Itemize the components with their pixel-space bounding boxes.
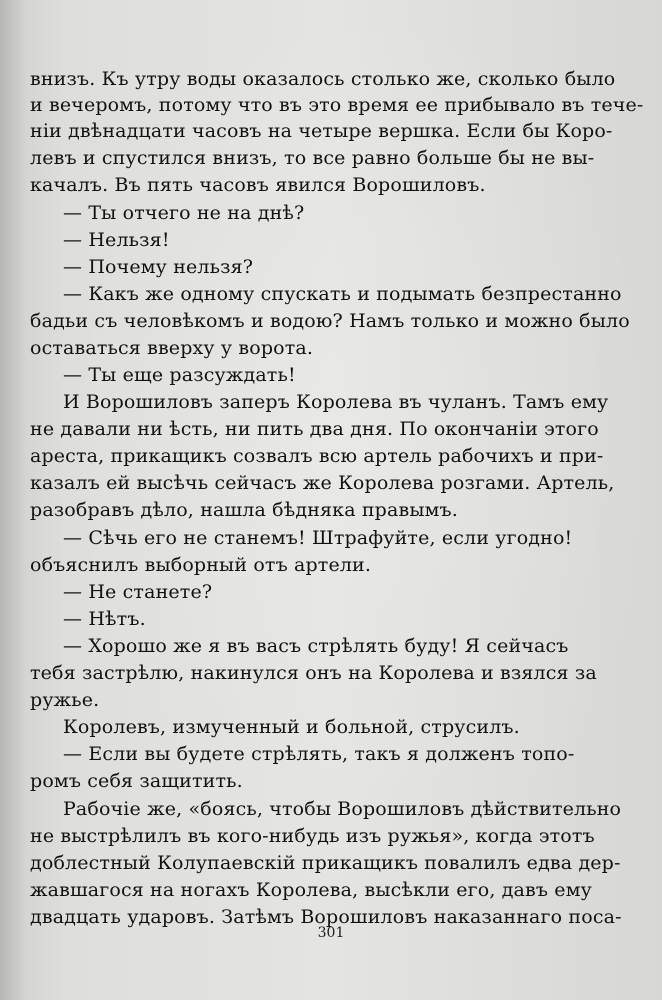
page-number: 301 [317,925,345,941]
text-line: — Нельзя! [63,229,170,251]
text-line: — Почему нельзя? [63,256,254,278]
text-line: — Не станете? [63,581,213,603]
text-line: Королевъ, измученный и больной, струсилъ. [63,716,520,738]
page-gutter-shadow [0,0,26,1000]
text-line: — Ты еще разсуждать! [63,364,296,386]
text-line: тебя застрѣлю, накинулся онъ на Королева и взялся за [30,662,597,684]
text-line: внизъ. Къ утру воды оказалось столько же, сколько было [30,68,616,90]
text-line: левъ и спустился внизъ, то все равно больше бы не вы- [30,147,595,169]
text-line: ромъ себя защитить. [30,770,243,792]
text-line: — Ты отчего не на днѣ? [63,202,305,224]
text-line: И Ворошиловъ заперъ Королева въ чуланъ. Тамъ ему [63,391,609,413]
text-line: оставаться вверху у ворота. [30,337,314,359]
text-line: и вечеромъ, потому что въ это время ее прибывало въ тече- [30,94,644,116]
text-line: бадьи съ человѣкомъ и водою? Намъ только и можно было [30,310,630,332]
text-line: не выстрѣлилъ въ кого-нибудь изъ ружья», когда этотъ [30,825,595,847]
text-line: доблестный Колупаевскiй прикащикъ повалилъ едва дер- [30,852,621,874]
text-line: не давали ни ѣсть, ни пить два дня. По окончанiи этого [30,418,599,440]
text-line: ружье. [30,689,100,711]
text-line: — Хорошо же я въ васъ стрѣлять буду! Я сейчасъ [63,635,569,657]
text-line: качалъ. Въ пять часовъ явился Ворошиловъ. [30,174,486,196]
text-line: разобравъ дѣло, нашла бѣдняка правымъ. [30,499,458,521]
text-line: жавшагося на ногахъ Королева, высѣкли его, давъ ему [30,879,592,901]
text-line: казалъ ей высѣчь сейчасъ же Королева розгами. Артель, [30,472,615,494]
text-line: — Сѣчь его не станемъ! Штрафуйте, если угодно! [63,527,573,549]
text-line: нiи двѣнадцати часовъ на четыре вершка. Если бы Коро- [30,120,613,142]
text-line: Рабочiе же, «боясь, чтобы Ворошиловъ дѣйствительно [63,798,622,820]
text-line: двадцать ударовъ. Затѣмъ Ворошиловъ наказаннаго поса- [30,906,622,928]
text-line: — Если вы будете стрѣлять, такъ я долженъ топо- [63,743,575,765]
text-line: — Нѣтъ. [63,608,146,630]
text-line: — Какъ же одному спускать и подымать безпрестанно [63,283,622,305]
text-line: объяснилъ выборный отъ артели. [30,554,372,576]
text-line: ареста, прикащикъ созвалъ всю артель рабочихъ и при- [30,445,604,467]
